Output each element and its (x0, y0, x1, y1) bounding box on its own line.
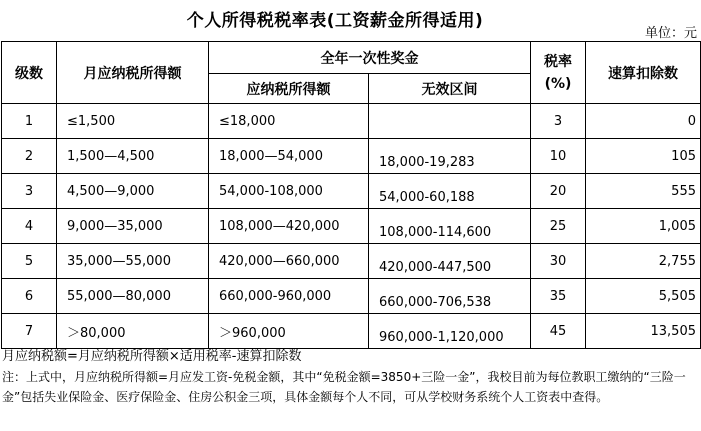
cell-rate: 35 (531, 279, 586, 314)
cell-level: 7 (2, 314, 57, 349)
cell-deduction: 5,505 (586, 279, 701, 314)
cell-bonus: 108,000—420,000 (209, 209, 369, 244)
cell-rate: 10 (531, 139, 586, 174)
header-bonus-taxable: 应纳税所得额 (209, 74, 369, 104)
cell-bonus: 420,000—660,000 (209, 244, 369, 279)
cell-deduction: 2,755 (586, 244, 701, 279)
cell-bonus: 54,000-108,000 (209, 174, 369, 209)
tax-rate-table (1, 41, 701, 349)
cell-deduction: 555 (586, 174, 701, 209)
cell-invalid: 960,000-1,120,000 (369, 314, 531, 349)
cell-level: 3 (2, 174, 57, 209)
cell-monthly: 35,000—55,000 (57, 244, 209, 279)
cell-level: 6 (2, 279, 57, 314)
cell-invalid: 108,000-114,600 (369, 209, 531, 244)
tax-formula: 月应纳税额=月应纳税所得额×适用税率-速算扣除数 (2, 349, 302, 364)
table-row (2, 104, 701, 139)
cell-invalid: 54,000-60,188 (369, 174, 531, 209)
cell-rate: 25 (531, 209, 586, 244)
notes-section (2, 346, 699, 407)
cell-level: 5 (2, 244, 57, 279)
cell-bonus: ≤18,000 (209, 104, 369, 139)
header-level: 级数 (2, 42, 57, 104)
cell-invalid: 660,000-706,538 (369, 279, 531, 314)
cell-deduction: 13,505 (586, 314, 701, 349)
cell-monthly: ≤1,500 (57, 104, 209, 139)
cell-bonus: 660,000-960,000 (209, 279, 369, 314)
cell-rate: 3 (531, 104, 586, 139)
table-row (2, 139, 701, 174)
table-row (2, 244, 701, 279)
footnote: 注：上式中，月应纳税所得额=月应发工资-免税金额，其中“免税金额=3850+三险一金”，我校目前为每位教职工缴纳的“三险一金”包括失业保险金、医疗保险金、住房公积金三项，具体金额每个人不同，可从学校财务系统个人工资表中查得。 (2, 370, 686, 404)
header-tax-rate: 税率(%) (531, 42, 586, 104)
cell-monthly: 9,000—35,000 (57, 209, 209, 244)
cell-invalid: 18,000-19,283 (369, 139, 531, 174)
header-annual-bonus: 全年一次性奖金 (209, 42, 531, 74)
cell-deduction: 0 (586, 104, 701, 139)
table-row (2, 174, 701, 209)
header-row-1 (2, 42, 701, 74)
cell-deduction: 1,005 (586, 209, 701, 244)
cell-monthly: 1,500—4,500 (57, 139, 209, 174)
header-quick-deduction: 速算扣除数 (586, 42, 701, 104)
table-row (2, 279, 701, 314)
cell-rate: 20 (531, 174, 586, 209)
cell-monthly: 55,000—80,000 (57, 279, 209, 314)
cell-bonus: ＞960,000 (209, 314, 369, 349)
table-row (2, 209, 701, 244)
cell-rate: 45 (531, 314, 586, 349)
unit-label: 单位：元 (644, 26, 697, 41)
cell-monthly: ＞80,000 (57, 314, 209, 349)
header-invalid-range: 无效区间 (369, 74, 531, 104)
table-row (2, 314, 701, 349)
table-title: 个人所得税税率表(工资薪金所得适用) (186, 11, 484, 31)
cell-deduction: 105 (586, 139, 701, 174)
header-monthly-taxable: 月应纳税所得额 (57, 42, 209, 104)
cell-rate: 30 (531, 244, 586, 279)
cell-invalid: 420,000-447,500 (369, 244, 531, 279)
cell-level: 4 (2, 209, 57, 244)
cell-bonus: 18,000—54,000 (209, 139, 369, 174)
cell-monthly: 4,500—9,000 (57, 174, 209, 209)
cell-invalid (369, 104, 531, 139)
cell-level: 1 (2, 104, 57, 139)
cell-level: 2 (2, 139, 57, 174)
